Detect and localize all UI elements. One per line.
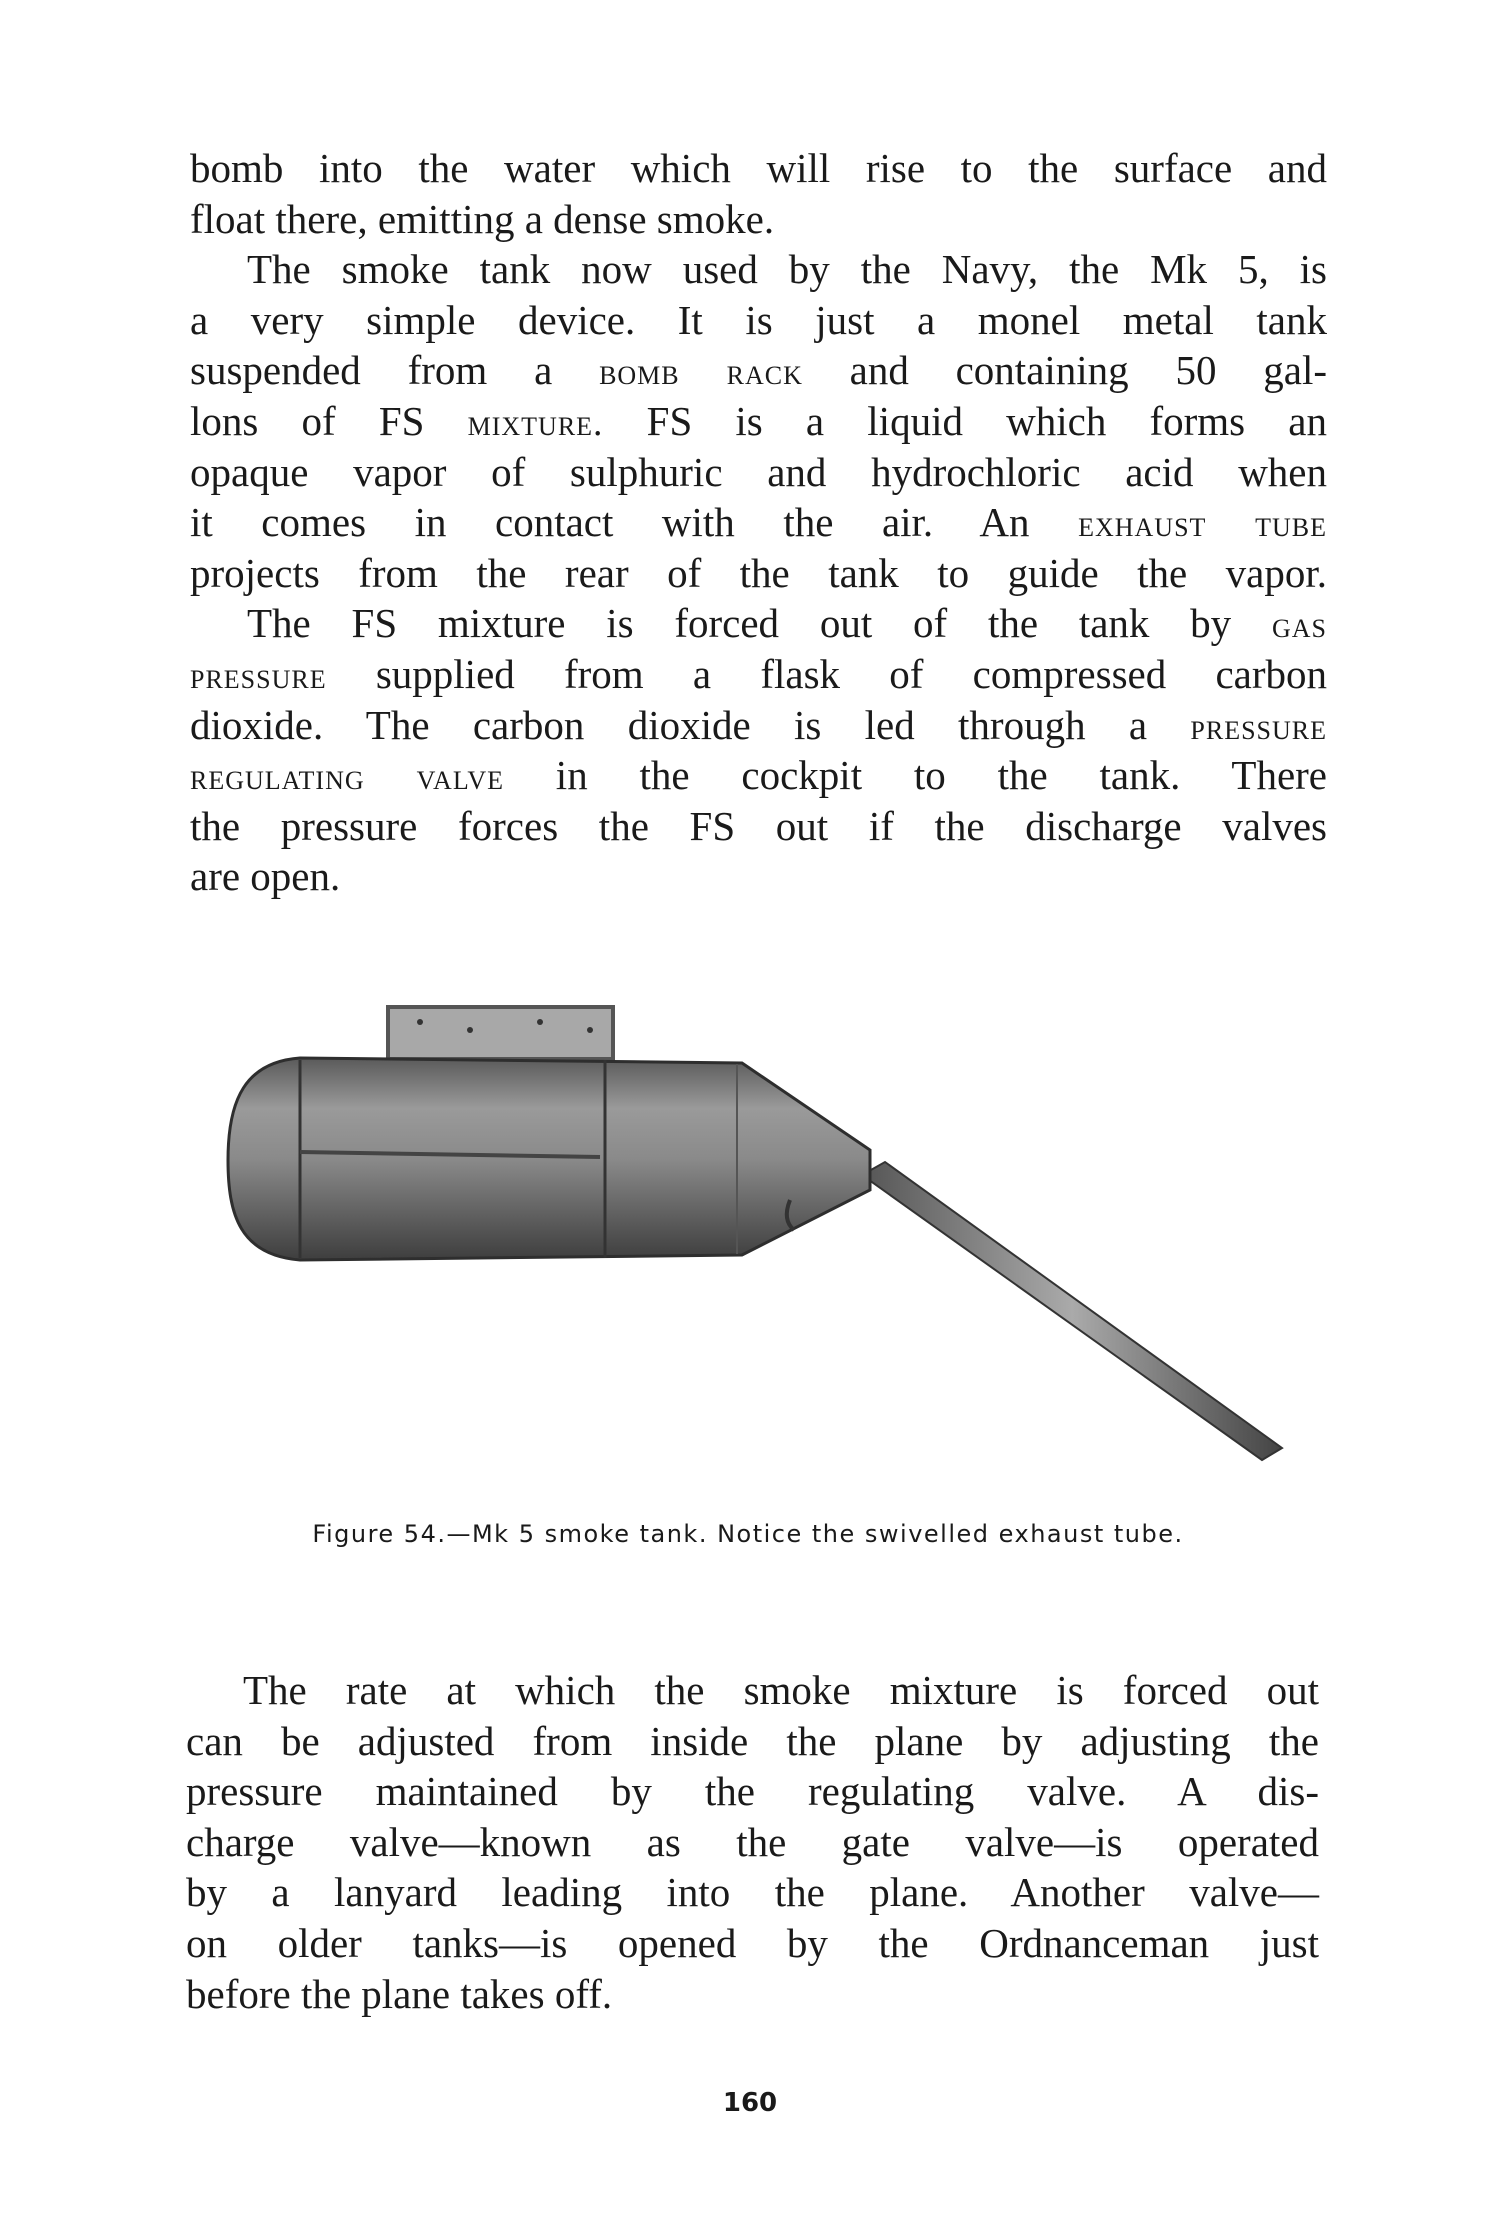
text-run: and containing 50 gal- [802, 347, 1327, 394]
text-run: opaque vapor of sulphuric and hydrochloric acid when [190, 448, 1327, 495]
text-line [186, 1969, 1319, 2020]
text-line [190, 598, 1327, 649]
exhaust-tube [862, 1162, 1282, 1460]
text-line [190, 244, 1327, 295]
small-caps-term: pressure [1190, 705, 1327, 748]
text-run: float there, emitting a dense smoke. [190, 195, 775, 242]
small-caps-term: mixture. [467, 401, 604, 444]
text-run: it comes in contact with the air. An [190, 499, 1079, 546]
bomb-rack-bracket [388, 1007, 613, 1059]
text-line [190, 649, 1327, 700]
mk5-smoke-tank-photo [0, 980, 1496, 1500]
small-caps-term: bomb rack [599, 351, 803, 394]
small-caps-term: regulating valve [190, 756, 504, 799]
text-run: charge valve—known as the gate valve—is operated [186, 1818, 1319, 1865]
text-run: are open. [190, 853, 341, 900]
text-line [190, 548, 1327, 599]
text-line [186, 1817, 1319, 1868]
text-run: bomb into the water which will rise to the surface and [190, 145, 1327, 191]
text-line [186, 1766, 1319, 1817]
text-line [190, 447, 1327, 498]
text-run: FS is a liquid which forms an [603, 397, 1328, 444]
text-run: pressure maintained by the regulating valve. A dis- [186, 1768, 1319, 1815]
small-caps-term: exhaust tube [1078, 503, 1327, 546]
text-run: by a lanyard leading into the plane. Another valve— [186, 1869, 1319, 1916]
small-caps-term: pressure [190, 654, 327, 697]
text-line [186, 1665, 1319, 1716]
tank-body [228, 1058, 870, 1260]
body-paragraph-1 [190, 143, 1327, 902]
figure-caption: Figure 54.—Mk 5 smoke tank. Notice the swivelled exhaust tube. [312, 1520, 1184, 1548]
text-line [190, 801, 1327, 852]
text-run: lons of FS [190, 397, 468, 444]
text-run: The smoke tank now used by the Navy, the Mk 5, is [247, 246, 1327, 293]
text-run: before the plane takes off. [186, 1970, 613, 2017]
text-line [190, 143, 1327, 194]
text-line [190, 497, 1327, 548]
text-run: on older tanks—is opened by the Ordnanceman just [186, 1919, 1319, 1966]
text-line [190, 700, 1327, 751]
text-line [190, 396, 1327, 447]
text-line [186, 1918, 1319, 1969]
text-line [190, 345, 1327, 396]
text-run: The rate at which the smoke mixture is forced out [243, 1667, 1319, 1713]
text-line [186, 1716, 1319, 1767]
text-run: supplied from a flask of compressed carbon [326, 650, 1327, 697]
body-paragraph-2 [186, 1665, 1319, 2019]
text-line [190, 750, 1327, 801]
text-run: dioxide. The carbon dioxide is led through a [190, 701, 1191, 748]
text-run: suspended from a [190, 347, 600, 394]
text-run: in the cockpit to the tank. There [504, 752, 1327, 799]
text-run: the pressure forces the FS out if the discharge valves [190, 802, 1327, 849]
text-line [186, 1867, 1319, 1918]
text-run: a very simple device. It is just a monel metal tank [190, 296, 1327, 343]
text-line [190, 295, 1327, 346]
text-line [190, 851, 1327, 902]
page-number: 160 [722, 2088, 778, 2118]
text-run: projects from the rear of the tank to guide the vapor. [190, 549, 1327, 596]
text-line [190, 194, 1327, 245]
text-run: can be adjusted from inside the plane by adjusting the [186, 1717, 1319, 1764]
text-run: The FS mixture is forced out of the tank by [247, 600, 1272, 647]
small-caps-term: gas [1271, 604, 1327, 647]
